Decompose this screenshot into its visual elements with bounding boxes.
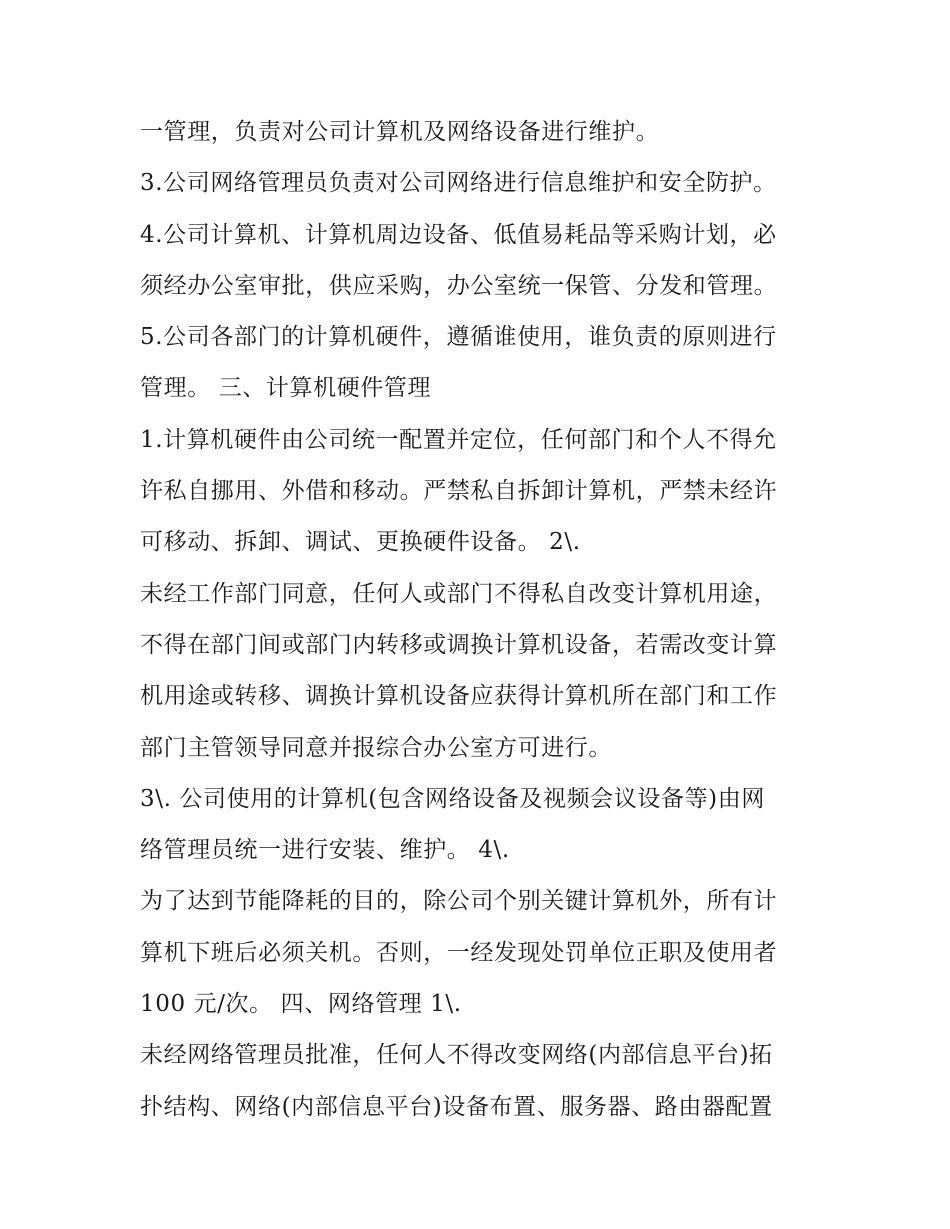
text-line: 为了达到节能降耗的目的，除公司个别关键计算机外，所有计	[140, 888, 778, 915]
text-line: 3\. 公司使用的计算机(包含网络设备及视频会议设备等)由网	[140, 785, 765, 812]
document-body	[140, 107, 820, 1133]
text-line: 部门主管领导同意并报综合办公室方可进行。	[140, 734, 612, 761]
text-line: 一管理，负责对公司计算机及网络设备进行维护。	[140, 119, 660, 145]
text-line: 未经工作部门同意，任何人或部门不得私自改变计算机用途，	[140, 580, 778, 607]
text-line: 可移动、拆卸、调试、更换硬件设备。 2\.	[140, 529, 581, 556]
text-line: 1.计算机硬件由公司统一配置并定位，任何部门和个人不得允	[140, 426, 777, 453]
text-line: 5.公司各部门的计算机硬件，遵循谁使用，谁负责的原则进行	[140, 324, 777, 351]
text-line: 管理。 三、计算机硬件管理	[140, 375, 432, 402]
text-line: 扑结构、网络(内部信息平台)设备布置、服务器、路由器配置	[140, 1093, 773, 1120]
text-line: 许私自挪用、外借和移动。严禁私自拆卸计算机，严禁未经许	[140, 478, 778, 505]
text-line: 络管理员统一进行安装、维护。 4\.	[140, 837, 510, 864]
text-line: 须经办公室审批，供应采购，办公室统一保管、分发和管理。	[140, 272, 778, 299]
text-line: 4.公司计算机、计算机周边设备、低值易耗品等采购计划，必	[140, 221, 777, 248]
text-line: 机用途或转移、调换计算机设备应获得计算机所在部门和工作	[140, 683, 778, 710]
text-line: 3.公司网络管理员负责对公司网络进行信息维护和安全防护。	[140, 170, 777, 197]
text-line: 未经网络管理员批准，任何人不得改变网络(内部信息平台)拓	[140, 1042, 773, 1069]
text-line: 不得在部门间或部门内转移或调换计算机设备，若需改变计算	[140, 631, 778, 658]
text-line: 算机下班后必须关机。否则，一经发现处罚单位正职及使用者	[140, 939, 778, 966]
text-line: 100 元/次。 四、网络管理 1\.	[140, 991, 462, 1018]
